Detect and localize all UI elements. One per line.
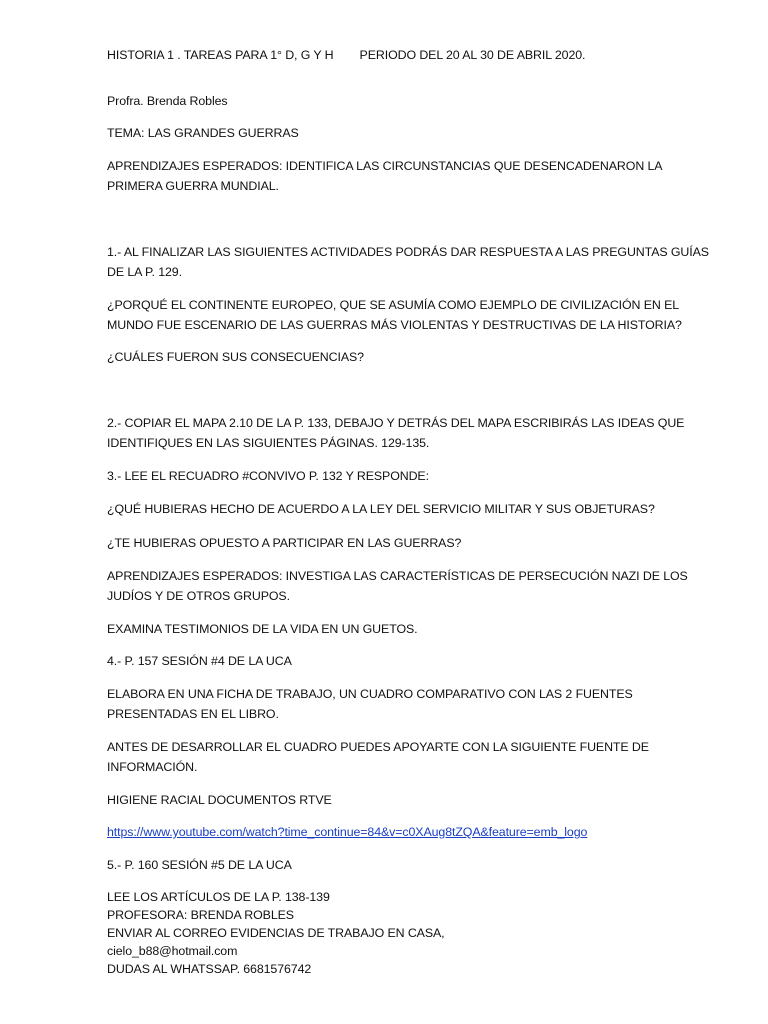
item-2-line-2: IDENTIFIQUES EN LAS SIGUIENTES PÁGINAS. 129-135. — [107, 436, 430, 450]
item-3: 3.- LEE EL RECUADRO #CONVIVO P. 132 Y RESPONDE: — [107, 469, 429, 483]
item-1-line-2: DE LA P. 129. — [107, 265, 182, 279]
item-4: 4.- P. 157 SESIÓN #4 DE LA UCA — [107, 654, 292, 668]
youtube-link-line — [107, 823, 587, 842]
footer-line-1: LEE LOS ARTÍCULOS DE LA P. 138-139 — [107, 890, 330, 904]
youtube-link[interactable]: https://www.youtube.com/watch?time_continue=84&v=c0XAug8tZQA&feature=emb_logo — [107, 825, 588, 839]
question-4: ¿TE HUBIERAS OPUESTO A PARTICIPAR EN LAS GUERRAS? — [107, 536, 462, 550]
footer-email: cielo_b88@hotmail.com — [107, 944, 238, 958]
footer-line-3: ENVIAR AL CORREO EVIDENCIAS DE TRABAJO EN CASA, — [107, 926, 445, 940]
aprendizajes-2-line-2: JUDÍOS Y DE OTROS GRUPOS. — [107, 589, 290, 603]
header-title: HISTORIA 1 . TAREAS PARA 1° D, G Y H — [107, 48, 334, 62]
item-5: 5.- P. 160 SESIÓN #5 DE LA UCA — [107, 858, 292, 872]
higiene-source-title: HIGIENE RACIAL DOCUMENTOS RTVE — [107, 793, 332, 807]
examina-line: EXAMINA TESTIMONIOS DE LA VIDA EN UN GUETOS. — [107, 622, 418, 636]
question-1-line-2: MUNDO FUE ESCENARIO DE LAS GUERRAS MÁS VIOLENTAS Y DESTRUCTIVAS DE LA HISTORIA? — [107, 318, 682, 332]
header-period: PERIODO DEL 20 AL 30 DE ABRIL 2020. — [359, 48, 586, 62]
question-1-line-1: ¿PORQUÉ EL CONTINENTE EUROPEO, QUE SE ASUMÍA COMO EJEMPLO DE CIVILIZACIÓN EN EL — [107, 298, 680, 312]
item-2-line-1: 2.- COPIAR EL MAPA 2.10 DE LA P. 133, DEBAJO Y DETRÁS DEL MAPA ESCRIBIRÁS LAS IDEAS QUE — [107, 416, 685, 430]
header-line — [107, 46, 585, 65]
aprendizajes-1-line-2: PRIMERA GUERRA MUNDIAL. — [107, 179, 279, 193]
elabora-line-1: ELABORA EN UNA FICHA DE TRABAJO, UN CUADRO COMPARATIVO CON LAS 2 FUENTES — [107, 687, 633, 701]
antes-line-1: ANTES DE DESARROLLAR EL CUADRO PUEDES APOYARTE CON LA SIGUIENTE FUENTE DE — [107, 740, 649, 754]
question-2: ¿CUÁLES FUERON SUS CONSECUENCIAS? — [107, 350, 364, 364]
footer-line-2: PROFESORA: BRENDA ROBLES — [107, 908, 294, 922]
question-3: ¿QUÉ HUBIERAS HECHO DE ACUERDO A LA LEY DEL SERVICIO MILITAR Y SUS OBJETURAS? — [107, 502, 655, 516]
antes-line-2: INFORMACIÓN. — [107, 760, 198, 774]
item-1-line-1: 1.- AL FINALIZAR LAS SIGUIENTES ACTIVIDADES PODRÁS DAR RESPUESTA A LAS PREGUNTAS GUÍAS — [107, 245, 709, 259]
elabora-line-2: PRESENTADAS EN EL LIBRO. — [107, 707, 279, 721]
footer-whatsapp: DUDAS AL WHATSSAP. 6681576742 — [107, 962, 312, 976]
aprendizajes-2-line-1: APRENDIZAJES ESPERADOS: INVESTIGA LAS CARACTERÍSTICAS DE PERSECUCIÓN NAZI DE LOS — [107, 569, 688, 583]
tema-line: TEMA: LAS GRANDES GUERRAS — [107, 126, 299, 140]
teacher-name: Profra. Brenda Robles — [107, 94, 228, 108]
aprendizajes-1-line-1: APRENDIZAJES ESPERADOS: IDENTIFICA LAS CIRCUNSTANCIAS QUE DESENCADENARON LA — [107, 159, 663, 173]
